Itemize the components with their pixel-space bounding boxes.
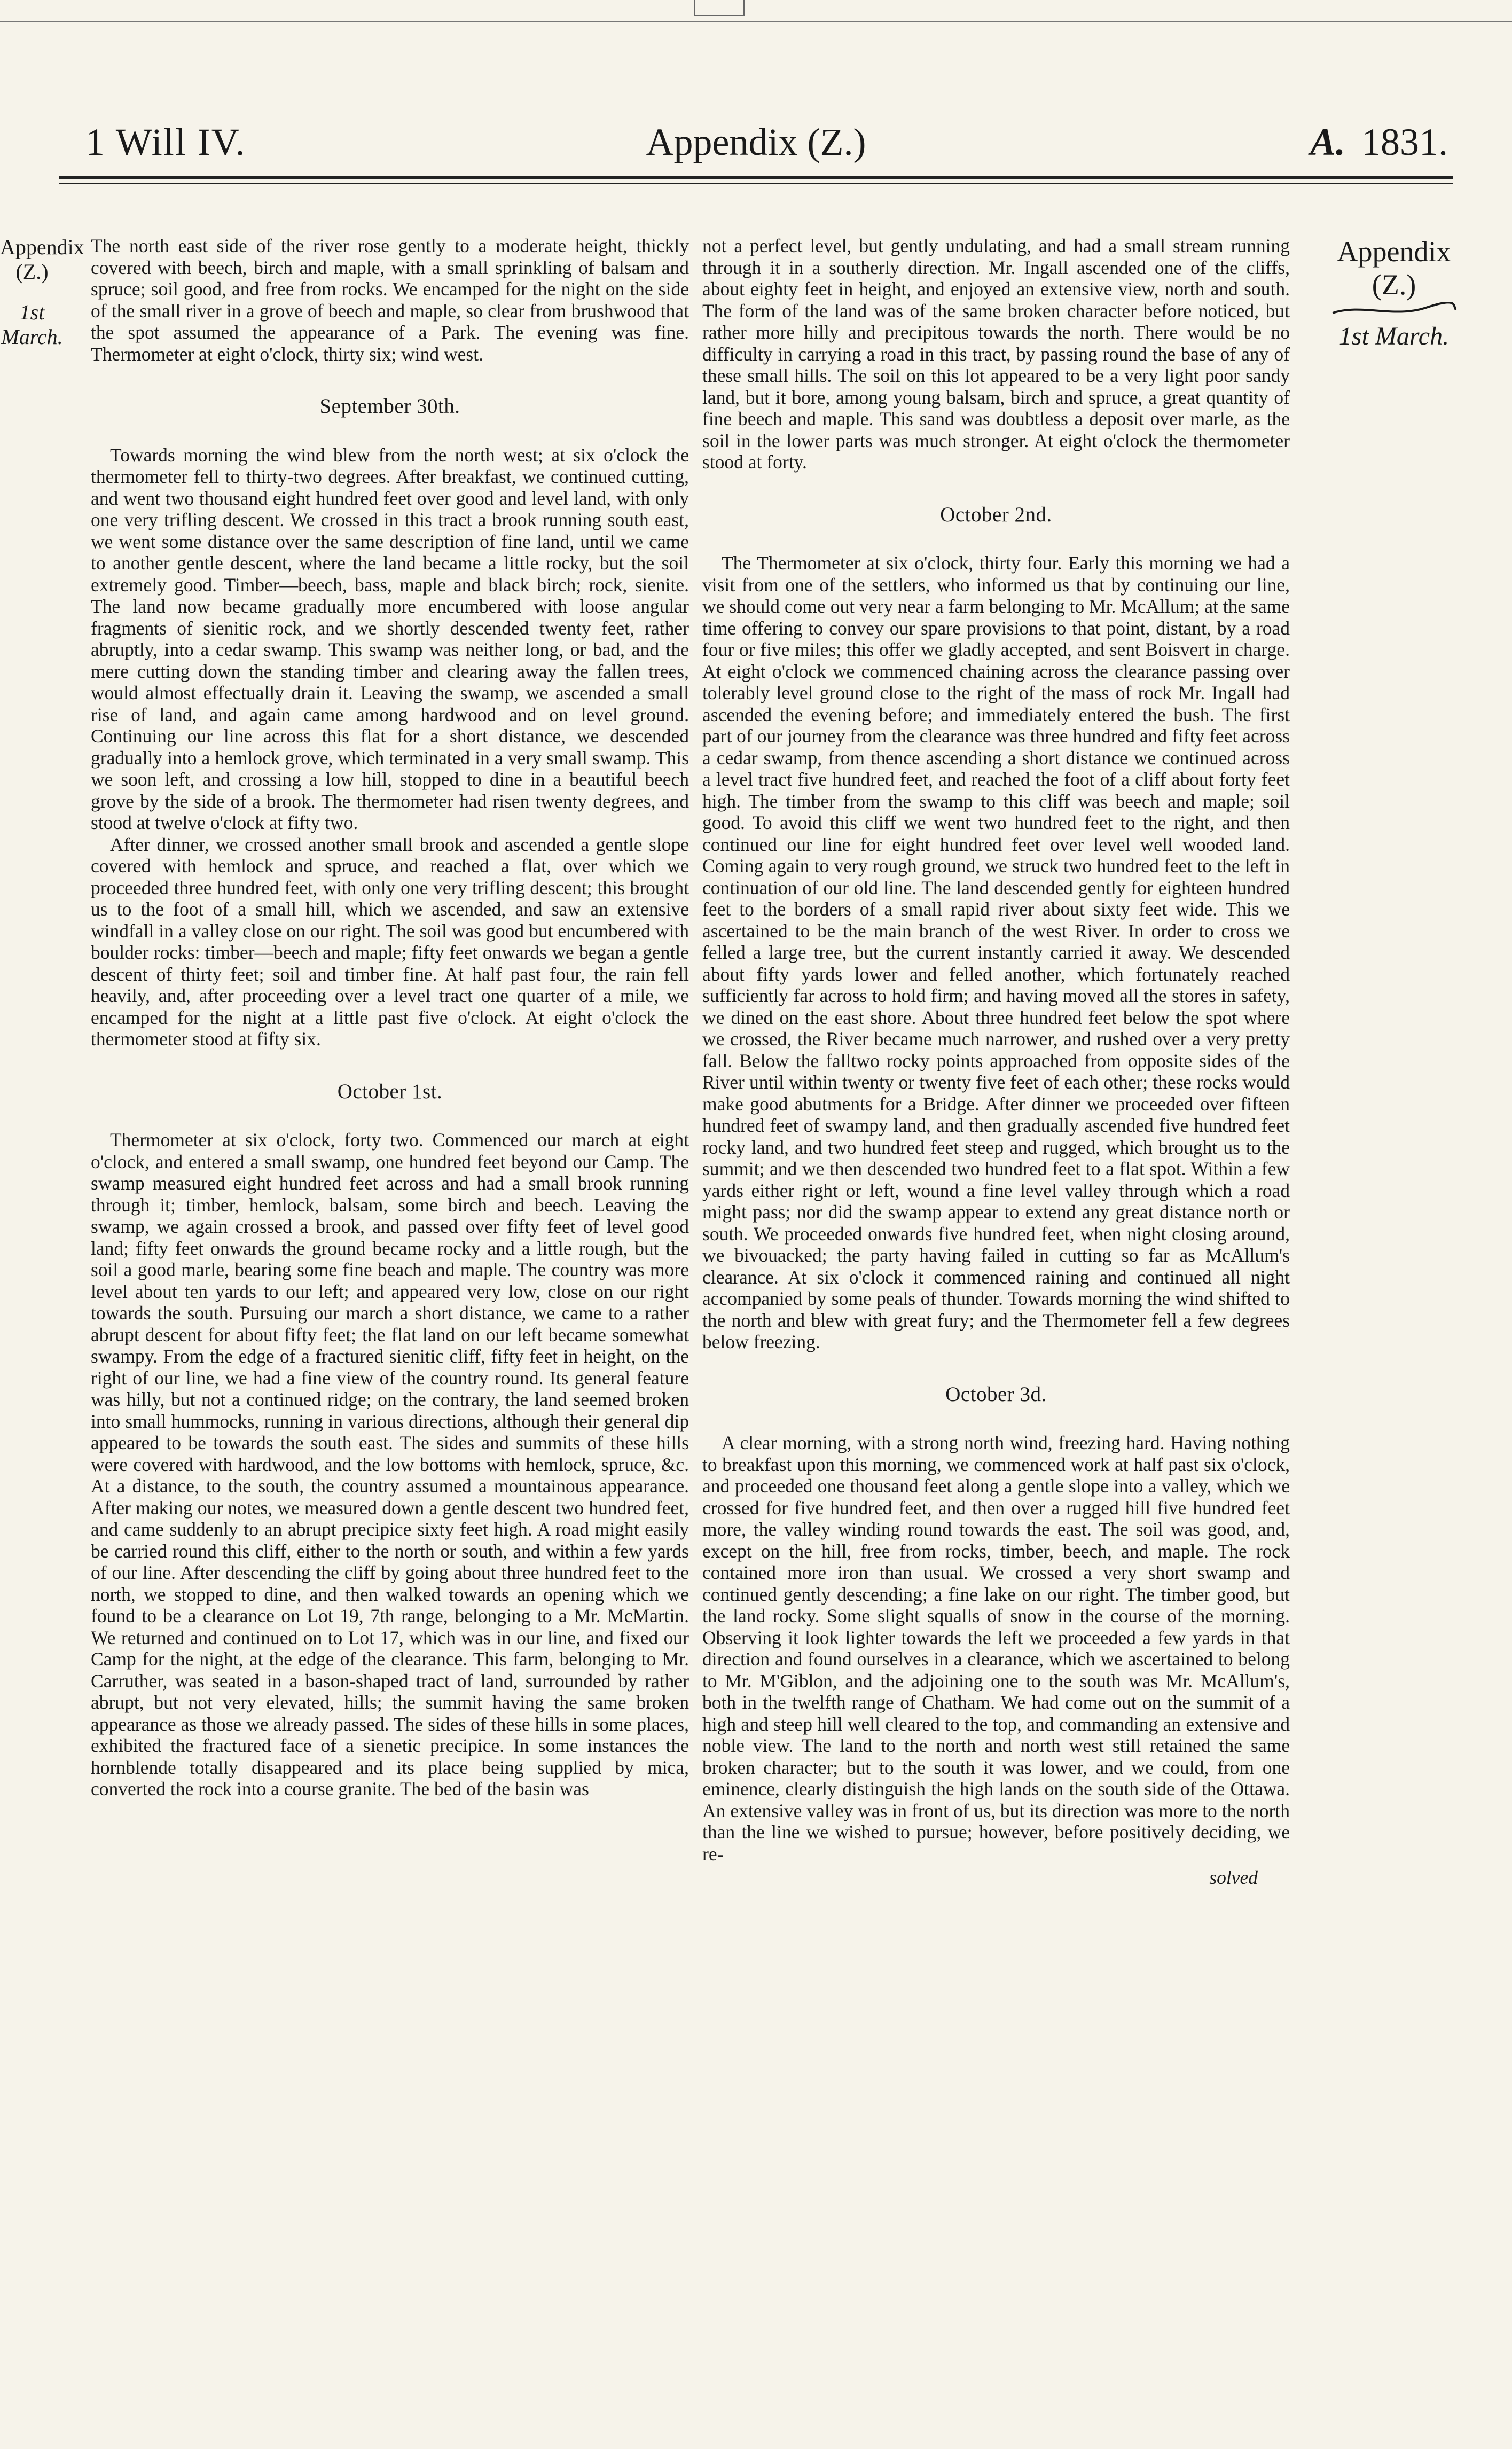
year: 1831. <box>1361 121 1448 163</box>
date-heading-oct2: October 2nd. <box>940 503 1052 526</box>
header-rule-thick <box>59 176 1453 179</box>
paragraph-oct1: Thermometer at six o'clock, forty two. Commenced our march at eight o'clock, and entered a small swamp, one hundred feet beyond our Camp. The swamp measured eight hundred feet across and had a small brook running through it; timber, hemlock, balsam, some birch and beech. Leaving the swamp, we again crossed a brook, and passed over fifty feet of level good land; fifty feet onwards the ground became rocky and a little rough, but the soil a good marle, bearing some fine beach and maple. The country was more level about ten yards to our left; and appeared very low, close on our right towards the south. Pursuing our march a short distance, we came to a rather abrupt descent for about fifty feet; the flat land on our left became somewhat swampy. From the edge of a fractured sienitic cliff, fifty feet in height, on the right of our line, we had a fine view of the country round. Its general feature was hilly, but not a continued ridge; on the contrary, the land seemed broken into small hummocks, running in various directions, although their general dip appeared to be towards the south east. The sides and summits of these hills were covered with hardwood, and the low bottoms with hemlock, spruce, &c. At a distance, to the south, the country assumed a mountainous appearance. After making our notes, we measured down a gentle descent two hundred feet, and came suddenly to an abrupt precipice sixty feet high. A road might easily be carried round this cliff, either to the north or south, and within a few yards of our line. After descending the cliff by going about three hundred feet to the north, we stopped to dine, and then walked towards an opening which we found to be a clearance on Lot 19, 7th range, belonging to a Mr. McMartin. We returned and continued on to Lot 17, which was in our line, and fixed our Camp for the night, at the edge of the clearance. This farm, belonging to Mr. Carruther, was seated in a bason-shaped tract of land, surrounded by rather abrupt, but not very elevated, hills; the summit having the same broken appearance as those we already passed. The sides of these hills in some places, exhibited the fractured face of a sienetic precipice. In some instances the hornblende totally disappeared and its place being supplied by mica, converted the rock into a course granite. The bed of the basin was <box>91 1129 689 1799</box>
margin-note-left-appendix: Appendix <box>0 235 84 259</box>
margin-note-right-letter: (Z.) <box>1372 269 1416 301</box>
catchword: solved <box>1209 1867 1258 1888</box>
margin-note-right-appendix: Appendix <box>1337 236 1451 268</box>
paragraph-oct3: A clear morning, with a strong north wind, freezing hard. Having nothing to breakfast upon this morning, we commenced work at half past six o'clock, and proceeded one thousand feet along a gentle slope into a valley, which we crossed for five hundred feet, and then over a rugged hill five hundred feet more, the valley winding round towards the east. The soil was good, and, except on the hill, free from rocks, timber, beech, and maple. The rock contained more iron than usual. We crossed a very short swamp and continued gently descending; a fine lake on our right. The timber good, but the land rocky. Some slight squalls of snow in the course of the morning. Observing it look lighter towards the left we proceeded a few yards in that direction and found ourselves in a clearance, which we ascertained to belong to Mr. M'Giblon, and the adjoining one to the south was Mr. McAllum's, both in the twelfth range of Chatham. We had come out on the summit of a high and steep hill well cleared to the top, and commanding an extensive and noble view. The land to the north and north west still retained the same broken character; but to the south it was lower, and we could, from one eminence, clearly distinguish the high lands on the south side of the Ottawa. An extensive valley was in front of us, but its direction was more to the north than the line we wished to pursue; however, before positively deciding, we re- <box>702 1432 1290 1865</box>
paragraph-oct1-continued: not a perfect level, but gently undulating, and had a small stream running through it in a southerly direction. Mr. Ingall ascended one of the cliffs, about eighty feet in height, and enjoyed an extensive view, north and south. The form of the land was of the same broken character before noticed, but rather more hilly and precipitous towards the north. There would be no difficulty in carrying a road in this tract, by passing round the base of any of these small hills. The soil on this lot appeared to be a very light poor sandy land, but it bore, among young balsam, birch and spruce, a great quantity of fine beech and maple. This sand was doubtless a deposit over marle, as the soil in the lower parts was much stronger. At eight o'clock the thermometer stood at forty. <box>702 235 1290 473</box>
running-head-title: Appendix (Z.) <box>646 121 866 163</box>
margin-note-left <box>0 235 84 349</box>
paragraph-oct2: The Thermometer at six o'clock, thirty four. Early this morning we had a visit from one of the settlers, who informed us that by continuing our line, we should come out very near a farm belonging to Mr. McAllum; at the same time offering to convey our spare provisions to that point, distant, by a road four or five miles; this offer we gladly accepted, and sent Boisvert in charge. At eight o'clock we commenced chaining across the clearance passing over tolerably level ground close to the right of the mass of rock Mr. Ingall had ascended the evening before; and immediately entered the bush. The first part of our journey from the clearance was three hundred and fifty feet across a cedar swamp, from thence ascending a short distance we continued across a level tract five hundred feet, and reached the foot of a cliff about forty feet high. The timber from the swamp to this cliff was beech and maple; soil good. To avoid this cliff we went two hundred feet to the right, and then continued our line for eight hundred feet over level well wooded land. Coming again to very rough ground, we struck two hundred feet to the left in continuation of our old line. The land descended gently for eighteen hundred feet to the borders of a small rapid river about sixty feet wide. This we ascertained to be the main branch of the west River. In order to cross we felled a large tree, but the current instantly carried it away. We descended about fifty yards lower and felled another, which fortunately reached sufficiently far across to hold firm; and having moved all the stores in safety, we dined on the east shore. About three hundred feet below the spot where we crossed, the River became much narrower, and rushed over a very pretty fall. Below the falltwo rocky points approached from opposite sides of the River until within twenty or twenty five feet of each other; these rocks would make good abutments for a Bridge. After dinner we proceeded over fifteen hundred feet of swampy land, and then gradually ascended five hundred feet rocky land, and two hundred feet steep and rugged, which brought us to the summit; and we then descended two hundred feet to a flat spot. Within a few yards either right or left, wound a fine level valley through which a road might pass; nor did the swamp appear to extend any great distance north or south. We proceeded onwards five hundred feet, when night closing around, we bivouacked; the party having failed in cutting so far as McAllum's clearance. At six o'clock it commenced raining and continued all night accompanied by some peals of thunder. Towards morning the wind shifted to the north and blew with great fury; and the Thermometer fell a few degrees below freezing. <box>702 552 1290 1352</box>
appendix-letter: A. <box>1310 121 1345 163</box>
paragraph-sep30-afternoon: After dinner, we crossed another small brook and ascended a gentle slope covered with hemlock and spruce, and reached a flat, over which we proceeded three hundred feet, with only one very trifling descent; this brought us to the foot of a small hill, which we ascended, and saw an extensive windfall in a valley close on our right. The soil was good but encumbered with boulder rocks: timber—beech and maple; fifty feet onwards we began a gentle descent of thirty feet; soil and timber fine. At half past four, the rain fell heavily, and, after proceeding over a level tract one quarter of a mile, we encamped for the night at a little past five o'clock. At eight o'clock the thermometer stood at fifty six. <box>91 833 689 1050</box>
margin-note-right-date: 1st March. <box>1338 322 1450 351</box>
date-heading-sep30: September 30th. <box>319 395 460 418</box>
paragraph-sep29-camp: The north east side of the river rose gently to a moderate height, thickly covered with beech, birch and maple, with a small sprinkling of balsam and spruce; soil good, and free from rocks. We encamped for the night on the side of the small river in a grove of beech and maple, so clear from brushwood that the spot assumed the appearance of a Park. The evening was fine. Thermometer at eight o'clock, thirty six; wind west. <box>91 235 689 365</box>
margin-note-left-date: 1st March. <box>1 300 63 349</box>
running-head-left: 1 Will IV. <box>85 121 246 163</box>
date-heading-oct3: October 3d. <box>945 1382 1047 1406</box>
date-heading-oct1: October 1st. <box>337 1079 443 1103</box>
header-rule-thin <box>59 183 1453 184</box>
scan-top-edge <box>0 21 1512 22</box>
paragraph-sep30-morning: Towards morning the wind blew from the north west; at six o'clock the thermometer fell to thirty-two degrees. After breakfast, we continued cutting, and went two thousand eight hundred feet over good and level land, with only one very trifling descent. We crossed in this tract a brook running south east, we went some distance over the same description of fine land, until we came to another gentle descent, where the land became a little rocky, but the soil extremely good. Timber—beech, bass, maple and black birch; rock, sienite. The land now became gradually more encumbered with loose angular fragments of sienitic rock, and we shortly descended twenty feet, rather abruptly, into a cedar swamp. This swamp was neither long, or bad, and the mere cutting down the standing timber and clearing away the fallen trees, would almost effectually drain it. Leaving the swamp, we ascended a small rise of land, and again came among hardwood and on level ground. Continuing our line across this flat for a short distance, we descended gradually into a hemlock grove, which terminated in a very small swamp. This we soon left, and crossing a low hill, stopped to dine in a beautiful beech grove by the side of a brook. The thermometer had risen twenty degrees, and stood at twelve o'clock at fifty two. <box>91 444 689 833</box>
margin-note-right <box>1303 235 1485 351</box>
text-column-right <box>702 235 1290 1889</box>
text-column-left <box>91 235 689 1800</box>
scan-bracket-mark <box>694 0 745 16</box>
swash-ornament <box>1330 302 1458 318</box>
margin-note-left-letter: (Z.) <box>15 260 49 284</box>
running-head-right <box>1310 123 1448 161</box>
